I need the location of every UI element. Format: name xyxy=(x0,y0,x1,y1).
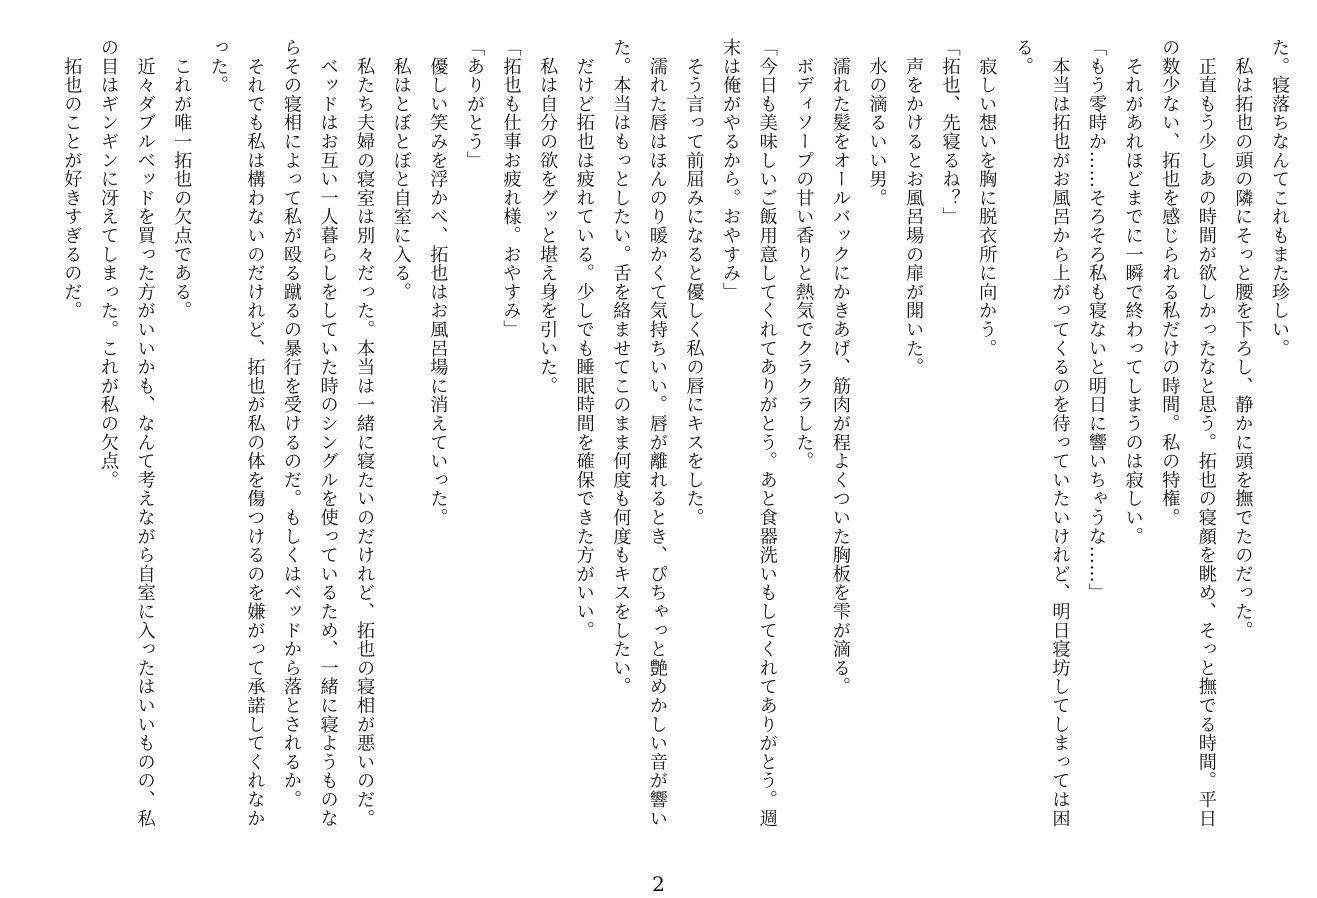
dialogue-line: 「今日も美味しいご飯用意してくれてありがとう。あと食器洗いもしてくれてありがとう。週末は俺がやるから。おやすみ」 xyxy=(720,38,778,828)
paragraph: 水の滴るいい男。 xyxy=(866,38,888,208)
paragraph: 私は自分の欲をグッと堪え身を引いた。 xyxy=(537,38,559,396)
dialogue-line: 「拓也も仕事お疲れ様。おやすみ」 xyxy=(500,38,522,339)
paragraph: ベッドはお互い一人暮らしをしていた時のシングルを使っているため、一緒に寝ようものならその寝相によって私が殴る蹴るの暴行を受けるのだ。もしくはベッドから落とされるか。 xyxy=(280,38,339,828)
paragraph: 声をかけるとお風呂場の扉が開いた。 xyxy=(903,38,925,377)
paragraph: 私はとぼとぼと自室に入る。 xyxy=(390,38,412,302)
paragraph: そう言って前屈みになると優しく私の唇にキスをした。 xyxy=(683,38,705,527)
paragraph: 本当は拓也がお風呂から上がってくるのを待っていたいけれど、明日寝坊してしまっては困る。 xyxy=(1012,38,1071,828)
vertical-text-body xyxy=(17,38,1297,838)
paragraph: 濡れた唇はほんのり暖かくて気持ちいい。唇が離れるとき、ぴちゃっと艶めかしい音が響いた。本当はもっとしたい。舌を絡ませてこのまま何度も何度もキスをしたい。 xyxy=(610,38,668,828)
dialogue-line: 「もう零時か……そろそろ私も寝ないと明日に響いちゃうな……」 xyxy=(1086,38,1108,602)
paragraph: 濡れた髪をオールバックにかきあげ、筋肉が程よくついた胸板を雫が滴る。 xyxy=(829,38,851,696)
paragraph: 近々ダブルベッドを買った方がいいかも、なんて考えながら自室に入ったはいいものの、私の目はギンギンに冴えてしまった。これが私の欠点。 xyxy=(98,38,156,828)
dialogue-line: 「拓也、先寝るね？」 xyxy=(939,38,961,226)
paragraph: 正直もう少しあの時間が欲しかったなと思う。拓也の寝顔を眺め、そっと撫でる時間。平日の数少ない、拓也を感じられる私だけの時間。私の特権。 xyxy=(1159,38,1217,828)
paragraph: 拓也のことが好きすぎるのだ。 xyxy=(61,38,83,320)
paragraph: 私は拓也の頭の隣にそっと腰を下ろし、静かに頭を撫でたのだった。 xyxy=(1232,38,1254,640)
paragraph: 寂しい想いを胸に脱衣所に向かう。 xyxy=(976,38,998,358)
paragraph: 私たち夫婦の寝室は別々だった。本当は一緒に寝たいのだけれど、拓也の寝相が悪いのだ。 xyxy=(354,38,376,828)
paragraph: 優しい笑みを浮かべ、拓也はお風呂場に消えていった。 xyxy=(427,38,449,527)
paragraph: だけど拓也は疲れている。少しでも睡眠時間を確保できた方がいい。 xyxy=(573,38,595,640)
paragraph: それがあれほどまでに一瞬で終わってしまうのは寂しい。 xyxy=(1122,38,1144,546)
page-number: 2 xyxy=(652,872,665,896)
dialogue-line: 「ありがとう」 xyxy=(463,38,485,170)
paragraph: これが唯一拓也の欠点である。 xyxy=(171,38,193,320)
paragraph: ボディソープの甘い香りと熱気でクラクラした。 xyxy=(793,38,815,471)
paragraph: た。寝落ちなんてこれもまた珍しい。 xyxy=(1269,38,1290,358)
paragraph: それでも私は構わないのだけれど、拓也が私の体を傷つけるのを嫌がって承諾してくれなかった。 xyxy=(207,38,266,828)
